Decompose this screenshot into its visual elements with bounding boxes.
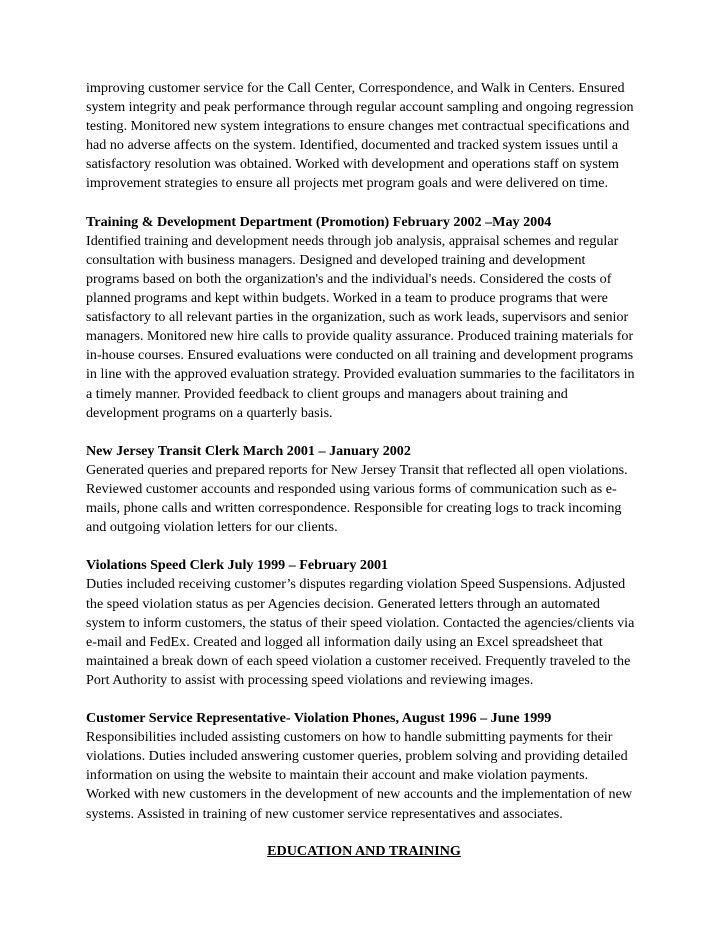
body-line: satisfactory to all relevant parties in the organization, such as work leads, supervisors and senior: [86, 309, 629, 326]
body-line: and outgoing violation letters for our clients.: [86, 519, 338, 536]
body-line: satisfactory resolution was obtained. Worked with development and operations staff on system: [86, 156, 620, 173]
intro-paragraph: [86, 79, 666, 194]
body-line: had no adverse affects on the system. Identified, documented and tracked system issues until a: [86, 137, 619, 154]
body-line: planned programs and kept within budgets. Worked in a team to produce programs that were: [86, 290, 608, 307]
job-heading: Training & Development Department (Promotion) February 2002 –May 2004: [86, 213, 552, 230]
body-line: information on using the website to maintain their account and make violation payments.: [86, 767, 589, 784]
body-line: violations. Duties included answering customer queries, problem solving and providing detailed: [86, 748, 628, 765]
paragraph-spacer: [86, 194, 666, 213]
education-section-heading: EDUCATION AND TRAINING: [267, 843, 461, 859]
body-line: a timely manner. Provided feedback to client groups and managers about training and: [86, 385, 568, 402]
paragraph-spacer: [86, 423, 666, 442]
body-line: testing. Monitored new system integrations to ensure changes met contractual specifications and: [86, 118, 630, 135]
body-line: in line with the approved evaluation strategy. Provided evaluation summaries to the facilitators in: [86, 366, 635, 383]
paragraph-spacer: [86, 690, 666, 709]
body-line: improvement strategies to ensure all projects met program goals and were delivered on time.: [86, 175, 609, 192]
paragraph-spacer: [86, 537, 666, 556]
body-line: Responsibilities included assisting customers on how to handle submitting payments for their: [86, 729, 613, 746]
body-line: system integrity and peak performance through regular account sampling and ongoing regression: [86, 99, 634, 116]
body-line: development programs on a quarterly basis.: [86, 404, 333, 421]
body-line: Generated queries and prepared reports for New Jersey Transit that reflected all open violations.: [86, 461, 628, 478]
body-line: in-house courses. Ensured evaluations were conducted on all training and development programs: [86, 347, 634, 364]
job-customer-service-rep: [86, 709, 666, 824]
body-line: system to inform customers, the status of their speed violation. Contacted the agencies/clients via: [86, 614, 635, 631]
body-line: managers. Monitored new hire calls to provide quality assurance. Produced training materials for: [86, 328, 634, 345]
body-line: improving customer service for the Call Center, Correspondence, and Walk in Centers. Ensured: [86, 80, 625, 96]
job-heading: Customer Service Representative- Violation Phones, August 1996 – June 1999: [86, 710, 552, 727]
job-training-development: [86, 213, 666, 423]
job-nj-transit-clerk: [86, 442, 666, 537]
body-line: consultation with business managers. Designed and developed training and development: [86, 251, 586, 268]
body-line: Identified training and development needs through job analysis, appraisal schemes and regular: [86, 232, 619, 249]
job-heading: Violations Speed Clerk July 1999 – February 2001: [86, 557, 389, 574]
resume-page: [86, 79, 666, 824]
body-line: Port Authority to assist with processing speed violations and reviewing images.: [86, 671, 534, 688]
body-line: maintained a break down of each speed violation a customer received. Frequently traveled to the: [86, 652, 631, 669]
body-line: Reviewed customer accounts and responded using various forms of communication such as e-: [86, 480, 617, 497]
body-line: the speed violation status as per Agencies decision. Generated letters through an automated: [86, 595, 600, 612]
job-violations-speed-clerk: [86, 556, 666, 690]
body-line: programs based on both the organization's and the individual's needs. Considered the costs of: [86, 270, 612, 287]
body-line: Duties included receiving customer’s disputes regarding violation Speed Suspensions. Adjusted: [86, 576, 626, 593]
body-line: mails, phone calls and written correspondence. Responsible for creating logs to track incoming: [86, 500, 622, 517]
body-line: e-mail and FedEx. Created and logged all information daily using an Excel spreadsheet that: [86, 633, 603, 650]
body-line: systems. Assisted in training of new customer service representatives and associates.: [86, 805, 563, 822]
body-line: Worked with new customers in the development of new accounts and the implementation of new: [86, 786, 633, 803]
job-heading: New Jersey Transit Clerk March 2001 – January 2002: [86, 442, 411, 459]
